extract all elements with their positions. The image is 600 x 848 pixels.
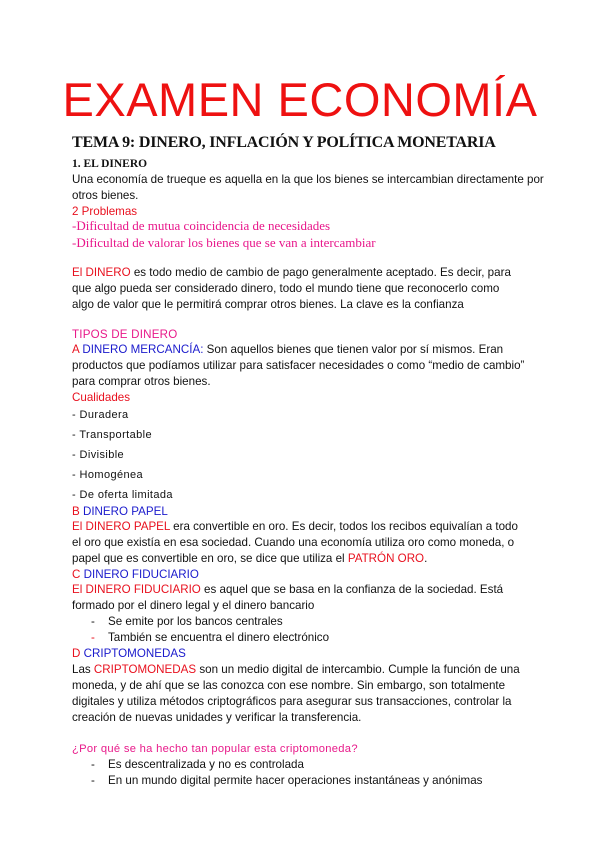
- tipo-d-text-a: Las: [72, 663, 94, 676]
- topic-heading: TEMA 9: DINERO, INFLACIÓN Y POLÍTICA MONETARIA: [72, 134, 496, 151]
- tipo-d-text: son un medio digital de intercambio. Cumple la función de una: [196, 663, 520, 676]
- dinero-term: El DINERO: [72, 266, 131, 279]
- tipo-a-line-2: productos que podíamos utilizar para satisfacer necesidades o como “medio de cambio”: [72, 359, 525, 372]
- problema-item-1: -Dificultad de mutua coincidencia de necesidades: [72, 218, 331, 233]
- dash-bullet: -: [91, 774, 95, 787]
- tipo-b-red-term: El DINERO PAPEL: [72, 520, 170, 533]
- tipo-c-bullet: Se emite por los bancos centrales: [108, 615, 283, 628]
- tipo-c-term: DINERO FIDUCIARIO: [80, 568, 199, 581]
- tipo-a-term: DINERO MERCANCÍA:: [79, 343, 204, 356]
- exam-title: EXAMEN ECONOMÍA: [62, 73, 538, 126]
- tipo-d-line-2: moneda, y de ahí que se las conozca con ese nombre. Sin embargo, son totalmente: [72, 679, 506, 692]
- criptomonedas-term: CRIPTOMONEDAS: [93, 663, 197, 676]
- tipo-d-line-1: [72, 662, 520, 678]
- problemas-heading: 2 Problemas: [72, 205, 138, 218]
- tipo-a-letter: A: [72, 343, 80, 356]
- dinero-definition-line-3: algo de valor que le permitirá comprar otros bienes. La clave es la confianza: [72, 298, 464, 311]
- section-heading-el-dinero: 1. EL DINERO: [72, 158, 148, 170]
- cualidades-heading: Cualidades: [72, 391, 131, 404]
- dinero-definition-line-2: que algo pueda ser considerado dinero, todo el mundo tiene que reconocerlo como: [72, 282, 500, 295]
- popular-bullet: En un mundo digital permite hacer operaciones instantáneas y anónimas: [108, 774, 483, 787]
- tipos-heading: TIPOS DE DINERO: [72, 328, 178, 341]
- popular-bullet: Es descentralizada y no es controlada: [108, 758, 304, 771]
- tipo-b-end: .: [424, 552, 428, 565]
- cualidad-item: - Homogénea: [72, 469, 144, 481]
- dash-bullet: -: [91, 615, 95, 628]
- dinero-definition-text: es todo medio de cambio de pago generalmente aceptado. Es decir, para: [130, 266, 511, 279]
- cualidad-item: - Divisible: [72, 449, 125, 461]
- tipo-b-line-3: [72, 551, 427, 567]
- tipo-d-line-4: creación de nuevas unidades y verificar la transferencia.: [72, 711, 362, 724]
- tipo-b-text-3: papel que es convertible en oro, se dice que utiliza el: [72, 552, 348, 565]
- tipo-c-bullet: También se encuentra el dinero electrónico: [108, 631, 330, 644]
- tipo-b-line-2: el oro que existía en esa sociedad. Cuando una economía utiliza oro como moneda, o: [72, 536, 515, 549]
- cualidad-item: - De oferta limitada: [72, 489, 173, 501]
- tipo-c-letter: C: [72, 568, 81, 581]
- tipo-a-line-3: para comprar otros bienes.: [72, 375, 211, 388]
- tipo-a-line-1: [72, 342, 503, 358]
- tipo-c-line-2: formado por el dinero legal y el dinero bancario: [72, 599, 315, 612]
- dinero-definition-line-1: [72, 265, 511, 281]
- popular-question: ¿Por qué se ha hecho tan popular esta criptomoneda?: [72, 743, 358, 755]
- tipo-b-term: DINERO PAPEL: [79, 505, 168, 518]
- trueque-text-line-1: Una economía de trueque es aquella en la que los bienes se intercambian directamente por: [72, 173, 544, 186]
- dash-bullet: -: [91, 758, 95, 771]
- tipo-d-term: CRIPTOMONEDAS: [80, 647, 186, 660]
- tipo-d-line-3: digitales y utiliza métodos criptográficos para asegurar sus transacciones, controlar la: [72, 695, 512, 708]
- tipo-c-line-1: [72, 582, 503, 598]
- tipo-d-heading: [72, 646, 186, 662]
- problema-item-2: -Dificultad de valorar los bienes que se van a intercambiar: [72, 235, 376, 250]
- cualidad-item: - Transportable: [72, 429, 152, 441]
- tipo-b-letter: B: [72, 505, 80, 518]
- tipo-b-text: era convertible en oro. Es decir, todos los recibos equivalían a todo: [169, 520, 518, 533]
- patron-oro-term: PATRÓN ORO: [347, 552, 425, 565]
- trueque-text-line-2: otros bienes.: [72, 189, 139, 202]
- tipo-a-text: Son aquellos bienes que tienen valor por sí mismos. Eran: [203, 343, 504, 356]
- cualidad-item: - Duradera: [72, 409, 129, 421]
- dash-bullet: -: [91, 631, 95, 644]
- tipo-c-heading: [72, 567, 199, 583]
- tipo-c-text: es aquel que se basa en la confianza de la sociedad. Está: [200, 583, 504, 596]
- tipo-c-red-term: El DINERO FIDUCIARIO: [72, 583, 201, 596]
- tipo-b-line-1: [72, 519, 518, 535]
- tipo-b-heading: [72, 504, 168, 520]
- tipo-d-letter: D: [72, 647, 81, 660]
